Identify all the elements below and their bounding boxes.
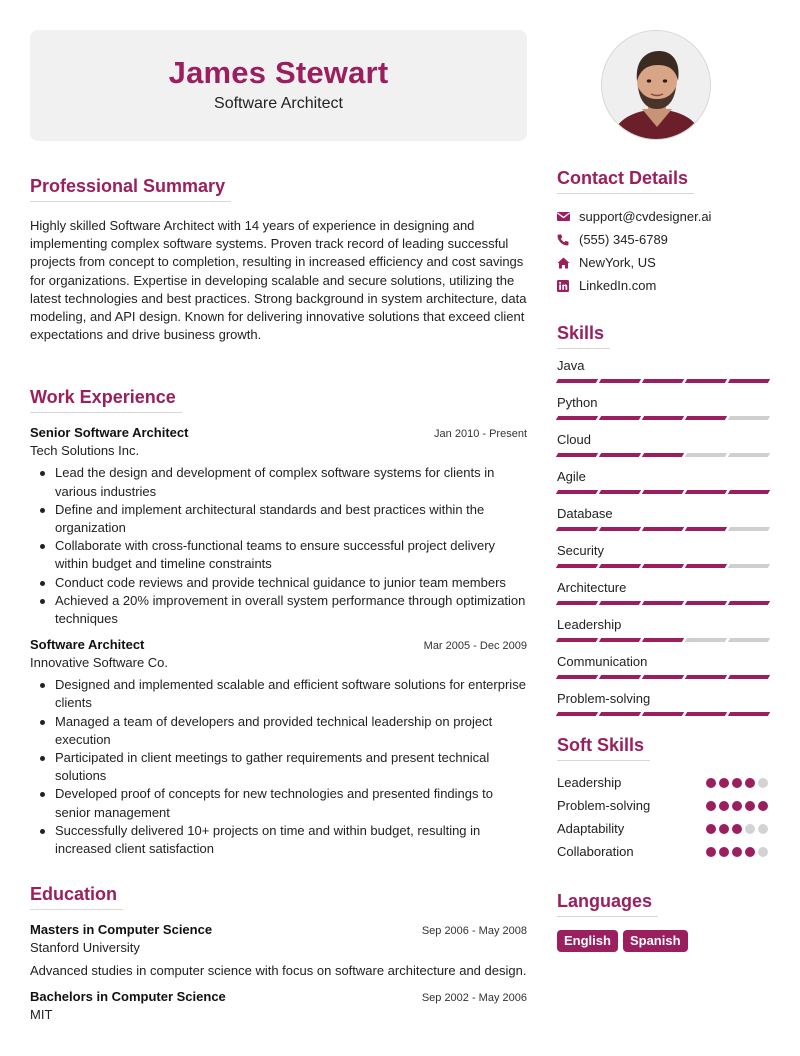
skill-level-bar [557,416,769,420]
skill-name: Python [557,395,598,410]
skill-level-segment [599,490,641,494]
skill-level-segment [599,564,641,568]
main-column [30,30,527,1022]
skill-level-bar [557,601,769,605]
skill-level-segment [556,564,598,568]
skill-level-segment [642,601,684,605]
skill-level-segment [556,712,598,716]
skill-level-segment [728,490,770,494]
skill-level-bar [557,379,769,383]
phone-icon [557,234,579,246]
skill-level-segment [685,490,727,494]
rating-dot [706,801,716,811]
avatar [601,30,711,140]
contact-linkedin[interactable] [557,274,769,297]
language-tag: Spanish [623,930,688,952]
skill-level-segment [685,675,727,679]
rating-dot [745,847,755,857]
soft-skills-title: Soft Skills [557,734,650,761]
skill-level-segment [599,712,641,716]
bullet-item: Achieved a 20% improvement in overall system performance through optimization techniques [30,592,527,628]
skill-level-segment [728,712,770,716]
skill-level-segment [556,379,598,383]
contact-phone[interactable] [557,228,769,251]
skill-level-segment [642,638,684,642]
linkedin-icon [557,280,579,292]
job-date: Jan 2010 - Present [434,428,527,441]
summary-title: Professional Summary [30,175,231,202]
skill-level-segment [599,453,641,457]
degree-title: Bachelors in Computer Science [30,989,226,1005]
skill-level-segment [599,601,641,605]
contact-location [557,251,769,274]
soft-skill-name: Leadership [557,775,622,790]
rating-dot [719,801,729,811]
rating-dot [758,824,768,834]
skill-level-segment [728,601,770,605]
rating-dot [745,824,755,834]
skill-level-segment [685,638,727,642]
skill-level-segment [642,416,684,420]
sidebar-column [557,30,769,952]
rating-dot [719,847,729,857]
name-header [30,30,527,141]
skill-level-segment [685,416,727,420]
skill-level-bar [557,490,769,494]
soft-skill-name: Problem-solving [557,798,651,813]
summary-section [30,175,527,344]
skill-level-segment [556,490,598,494]
skill-level-segment [728,379,770,383]
contact-title: Contact Details [557,167,694,194]
language-tag: English [557,930,618,952]
job-company: Tech Solutions Inc. [30,443,140,459]
skill-level-bar [557,453,769,457]
skill-name: Agile [557,469,586,484]
skill-level-segment [599,675,641,679]
skill-level-segment [599,638,641,642]
soft-skill-row [557,771,769,794]
bullet-item: Designed and implemented scalable and efficient software solutions for enterprise clients [30,676,527,712]
rating-dot [758,778,768,788]
contact-email[interactable] [557,205,769,228]
languages-section [557,890,769,952]
skill-level-segment [599,379,641,383]
skill-level-segment [556,453,598,457]
job-entry [30,425,527,628]
rating-dot [745,801,755,811]
bullet-item: Managed a team of developers and provided technical leadership on project execution [30,713,527,749]
skill-level-segment [599,416,641,420]
rating-dot [732,824,742,834]
skill-level-segment [685,527,727,531]
skill-level-segment [642,490,684,494]
rating-dot [758,847,768,857]
candidate-name: James Stewart [168,55,389,90]
rating-dot [732,847,742,857]
skill-level-segment [642,564,684,568]
contact-section [557,167,769,297]
rating-dot [745,778,755,788]
job-entry [30,637,527,858]
skill-level-segment [556,675,598,679]
bullet-item: Lead the design and development of complex software systems for clients in various industries [30,464,527,500]
skill-level-segment [728,453,770,457]
bullet-item: Collaborate with cross-functional teams to ensure successful project delivery within budget and timeline constraints [30,537,527,573]
skill-name: Communication [557,654,648,669]
skill-level-bar [557,712,769,716]
skill-level-segment [642,453,684,457]
contact-email-text: support@cvdesigner.ai [579,209,712,224]
skill-name: Problem-solving [557,691,651,706]
education-entry [30,989,527,1022]
soft-skills-section [557,734,769,863]
job-company: Innovative Software Co. [30,655,169,671]
skill-name: Security [557,543,604,558]
education-entry [30,922,527,980]
language-tags [557,930,769,952]
candidate-role: Software Architect [214,95,343,112]
soft-skill-name: Collaboration [557,844,634,859]
contact-phone-text: (555) 345-6789 [579,232,668,247]
skill-level-segment [642,379,684,383]
skill-level-segment [685,601,727,605]
rating-dot [706,847,716,857]
skill-level-segment [685,453,727,457]
skill-name: Architecture [557,580,627,595]
school-name: MIT [30,1007,53,1023]
bullet-item: Define and implement architectural standards and best practices within the organization [30,501,527,537]
skill-level-segment [685,379,727,383]
soft-skill-row [557,794,769,817]
job-title: Senior Software Architect [30,425,189,441]
job-date: Mar 2005 - Dec 2009 [423,640,527,653]
bullet-item: Developed proof of concepts for new technologies and presented findings to senior management [30,785,527,821]
rating-dot [732,801,742,811]
contact-linkedin-text: LinkedIn.com [579,278,657,293]
skill-level-segment [556,416,598,420]
languages-title: Languages [557,890,658,917]
soft-skill-row [557,817,769,840]
soft-skill-rating [706,801,769,811]
skill-level-segment [685,712,727,716]
rating-dot [719,778,729,788]
skill-level-bar [557,638,769,642]
skill-name: Database [557,506,613,521]
skill-level-segment [685,564,727,568]
skills-section [557,322,769,716]
education-title: Education [30,883,123,910]
work-section [30,386,527,858]
bullet-item: Successfully delivered 10+ projects on time and within budget, resulting in increased client satisfaction [30,822,527,858]
skill-name: Cloud [557,432,591,447]
soft-skill-rating [706,778,769,788]
skill-level-segment [728,527,770,531]
skill-name: Leadership [557,617,622,632]
soft-skill-row [557,840,769,863]
skill-level-segment [728,675,770,679]
rating-dot [732,778,742,788]
education-date: Sep 2002 - May 2006 [421,992,527,1005]
rating-dot [706,778,716,788]
soft-skill-rating [706,847,769,857]
skill-level-segment [556,601,598,605]
rating-dot [719,824,729,834]
skill-level-segment [642,527,684,531]
skills-title: Skills [557,322,610,349]
skill-level-segment [599,527,641,531]
home-icon [557,257,579,269]
education-date: Sep 2006 - May 2008 [421,925,527,938]
rating-dot [758,801,768,811]
skill-level-segment [728,564,770,568]
education-section [30,883,527,1022]
skill-level-bar [557,675,769,679]
skill-level-segment [556,527,598,531]
skill-name: Java [557,358,585,373]
soft-skill-name: Adaptability [557,821,625,836]
degree-title: Masters in Computer Science [30,922,213,938]
school-name: Stanford University [30,940,140,956]
job-bullets [30,676,527,858]
bullet-item: Participated in client meetings to gather requirements and present technical solutions [30,749,527,785]
skill-level-segment [642,712,684,716]
soft-skills-list [557,771,769,863]
skill-level-segment [642,675,684,679]
soft-skill-rating [706,824,769,834]
education-description: Advanced studies in computer science with focus on software architecture and design. [30,963,527,979]
work-title: Work Experience [30,386,182,413]
envelope-icon [557,211,579,222]
skill-level-segment [728,416,770,420]
skill-level-bar [557,527,769,531]
job-bullets [30,464,527,628]
contact-location-text: NewYork, US [579,255,656,270]
portrait-image [602,31,711,140]
job-title: Software Architect [30,637,145,653]
skill-level-segment [556,638,598,642]
bullet-item: Conduct code reviews and provide technical guidance to junior team members [30,574,527,592]
skills-list [557,358,769,716]
summary-text: Highly skilled Software Architect with 14 years of experience in designing and implementing complex software systems. Proven track record of leading successful projects from concept to completion, resulting in increased efficiency and cost savings for organizations. Expertise in developing scalable and secure solutions, utilizing the latest technologies and best practices. Strong background in system architecture, data modeling, and API design. Known for delivering innovative solutions that exceed client expectations and drive business growth. [30,218,527,343]
skill-level-bar [557,564,769,568]
skill-level-segment [728,638,770,642]
rating-dot [706,824,716,834]
